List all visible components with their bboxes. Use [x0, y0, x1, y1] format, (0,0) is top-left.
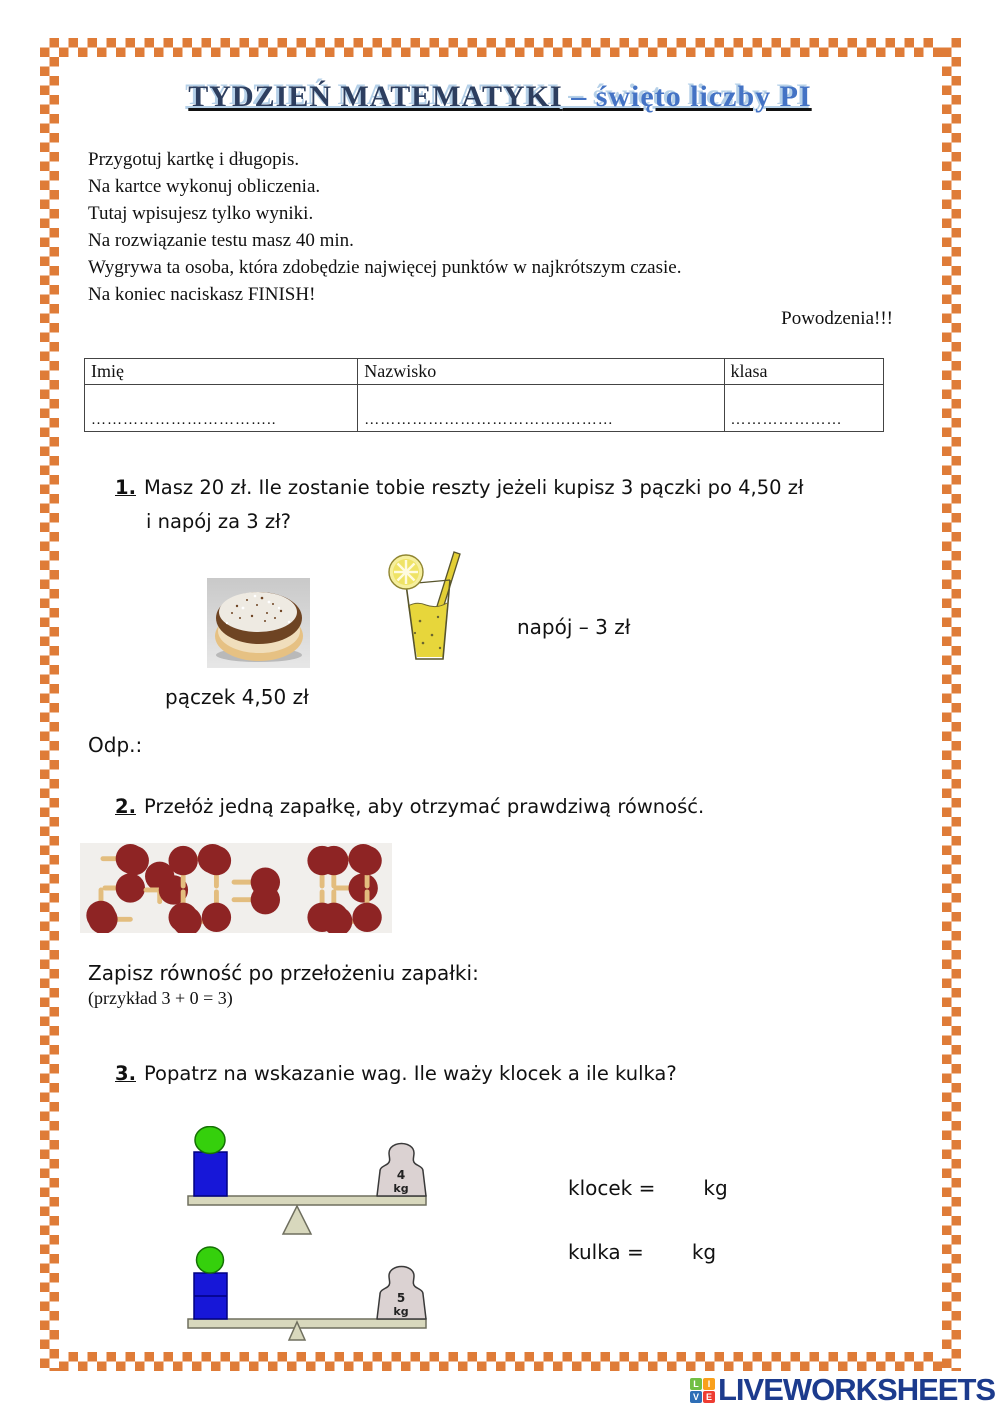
table-header-row [85, 359, 884, 385]
page-title [60, 80, 940, 114]
question-1-text: Masz 20 zł. Ile zostanie tobie reszty jeżeli kupisz 3 pączki po 4,50 zł [143, 476, 804, 499]
good-luck-text: Powodzenia!!! [781, 308, 893, 329]
question-3 [115, 1062, 935, 1085]
header-klasa: klasa [724, 359, 883, 385]
write-equation-row [88, 958, 519, 985]
logo-square-i: I [703, 1378, 715, 1390]
example-text: (przykład 3 + 0 = 3) [88, 988, 233, 1008]
napoj-price-label: napój – 3 zł [517, 615, 631, 639]
page-title-main: TYDZIEŃ MATEMATYKI [188, 80, 563, 113]
border-bottom [40, 1352, 961, 1371]
matchstick-equation-image [80, 843, 392, 933]
question-1 [115, 476, 915, 499]
weight-1-value: 4 [396, 1168, 406, 1182]
write-equation-label: Zapisz równość po przełożeniu zapałki: [88, 961, 479, 985]
border-left [40, 38, 59, 1371]
question-3-text: Popatrz na wskazanie wag. Ile waży klocek a ile kulka? [143, 1062, 677, 1085]
header-imie: Imię [85, 359, 358, 385]
answer-1-input[interactable] [142, 730, 182, 752]
liveworksheets-logo [690, 1372, 995, 1408]
kulka-label: kulka = [568, 1240, 644, 1264]
lemonade-illustration [385, 549, 469, 667]
napoj-image [385, 549, 469, 667]
scale-1-svg [185, 1126, 430, 1238]
weight-2-unit: kg [393, 1305, 409, 1318]
answer-1-label: Odp.: [88, 733, 143, 757]
imie-input[interactable]: …………………………….. [85, 385, 358, 432]
question-2 [115, 795, 915, 818]
klocek-kg-label: kg [703, 1176, 728, 1200]
logo-square-l: L [690, 1378, 702, 1390]
scale-2-svg [185, 1243, 430, 1341]
kulka-answer-row [568, 1240, 716, 1264]
answer-2-input[interactable] [479, 958, 519, 980]
instructions [88, 146, 681, 308]
answer-1-row [88, 730, 182, 757]
klasa-input[interactable]: ………………… [724, 385, 883, 432]
liveworksheets-logo-text: LIVEWORKSHEETS [718, 1372, 996, 1407]
scale-1-image [185, 1126, 430, 1238]
logo-square-e: E [703, 1391, 715, 1403]
matchstick-equation-svg [80, 843, 392, 933]
question-1-number: 1. [115, 476, 136, 499]
weight-1-unit: kg [393, 1182, 409, 1195]
question-1-text-line2: i napój za 3 zł? [146, 510, 291, 533]
question-2-text: Przełóż jedną zapałkę, aby otrzymać prawdziwą równość. [143, 795, 705, 818]
paczek-price-label: pączek 4,50 zł [165, 685, 309, 709]
klocek-label: klocek = [568, 1176, 656, 1200]
question-3-number: 3. [115, 1062, 136, 1085]
logo-square-v: V [690, 1391, 702, 1403]
klocek-answer-row [568, 1176, 728, 1200]
instruction-line: Wygrywa ta osoba, która zdobędzie najwięcej punktów w najkrótszym czasie. [88, 257, 682, 278]
instruction-line: Tutaj wpisujesz tylko wyniki. [88, 203, 314, 224]
paczek-image [207, 578, 310, 668]
instruction-line: Na kartce wykonuj obliczenia. [88, 176, 321, 197]
instruction-line: Na rozwiązanie testu masz 40 min. [88, 230, 354, 251]
border-top [40, 38, 961, 57]
kulka-input[interactable] [644, 1240, 692, 1264]
liveworksheets-logo-icon [690, 1378, 715, 1403]
question-2-number: 2. [115, 795, 136, 818]
scale-2-image [185, 1243, 430, 1341]
donut-illustration [207, 578, 310, 668]
table-answer-row [85, 385, 884, 432]
student-info-table [84, 358, 884, 432]
weight-2-value: 5 [396, 1291, 406, 1305]
page-title-sub: – święto liczby PI [562, 80, 812, 113]
border-right [942, 38, 961, 1371]
nazwisko-input[interactable]: ………………………………..……… [358, 385, 724, 432]
instruction-line: Na koniec naciskasz FINISH! [88, 284, 316, 305]
header-nazwisko: Nazwisko [358, 359, 724, 385]
klocek-input[interactable] [655, 1176, 703, 1200]
kulka-kg-label: kg [691, 1240, 717, 1264]
instruction-line: Przygotuj kartkę i długopis. [88, 149, 300, 170]
